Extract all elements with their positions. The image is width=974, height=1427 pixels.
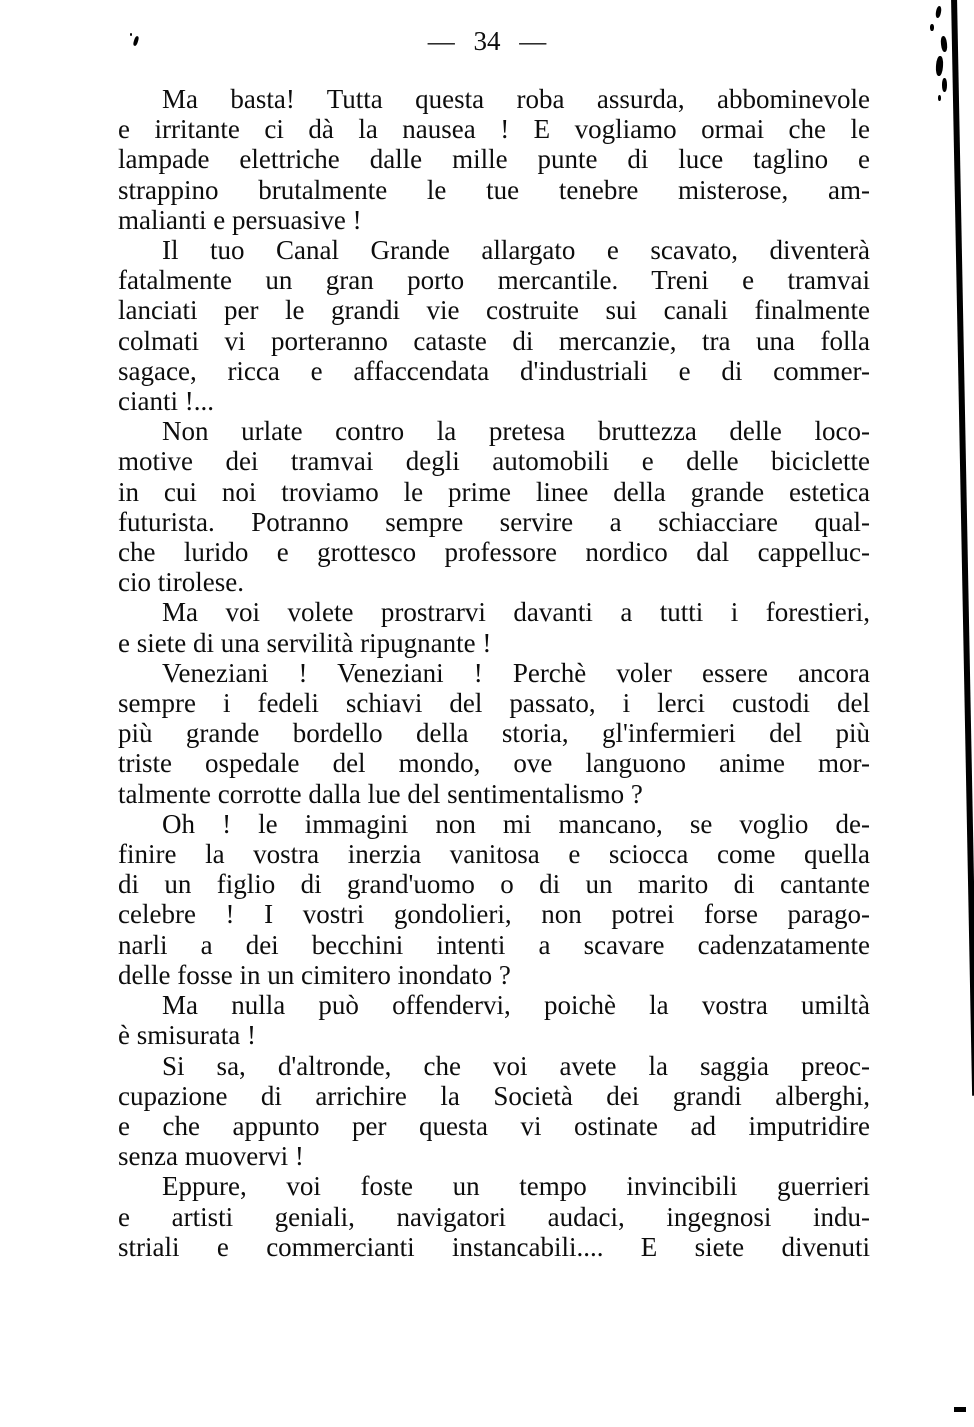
text-line: senza muovervi !: [118, 1141, 304, 1172]
text-line: futurista. Potranno sempre servire a schiacciare qual-: [118, 506, 870, 537]
text-line: strappino brutalmente le tue tenebre misterose, am-: [118, 174, 870, 205]
text-line: Veneziani ! Veneziani ! Perchè voler essere ancora: [162, 657, 870, 688]
text-line: e che appunto per questa vi ostinate ad imputridire: [118, 1110, 870, 1141]
text-line: delle fosse in un cimitero inondato ?: [118, 959, 511, 990]
text-line: talmente corrotte dalla lue del sentimentalismo ?: [118, 778, 643, 809]
scan-speck-artifact: [935, 56, 943, 76]
text-line: striali e commercianti instancabili.... E siete divenuti: [118, 1231, 870, 1262]
text-line: fatalmente un gran porto mercantile. Treni e tramvai: [118, 265, 870, 296]
page-body-text: [118, 84, 870, 1262]
scan-speck-artifact: [942, 78, 947, 92]
paragraph-5: [118, 658, 870, 809]
paragraph-6: [118, 809, 870, 990]
paragraph-8: [118, 1051, 870, 1172]
text-line: lanciati per le grandi vie costruite sui canali finalmente: [118, 295, 870, 326]
scan-mark-artifact: [954, 1407, 966, 1412]
scan-speck-artifact: [930, 24, 934, 31]
text-line: celebre ! I vostri gondolieri, non potrei forse parago-: [118, 899, 870, 930]
text-line: sempre i fedeli schiavi del passato, i lerci custodi del: [118, 688, 870, 719]
text-line: triste ospedale del mondo, ove languono anime mor-: [118, 748, 870, 779]
paragraph-3: [118, 416, 870, 597]
text-line: e artisti geniali, navigatori audaci, ingegnosi indu-: [118, 1201, 870, 1232]
text-line: più grande bordello della storia, gl'infermieri del più: [118, 718, 870, 749]
text-line: finire la vostra inerzia vanitosa e sciocca come quella: [118, 839, 870, 870]
scan-speck-artifact: [130, 33, 132, 36]
text-line: narli a dei becchini intenti a scavare cadenzatamente: [118, 929, 870, 960]
text-line: che lurido e grottesco professore nordico dal cappelluc-: [118, 537, 870, 568]
text-line: Oh ! le immagini non mi mancano, se voglio de-: [162, 808, 870, 839]
text-line: motive dei tramvai degli automobili e delle biciclette: [118, 446, 870, 477]
paragraph-9: [118, 1171, 870, 1262]
text-line: colmati vi porteranno cataste di mercanzie, tra una folla: [118, 325, 870, 356]
text-line: sagace, ricca e affaccendata d'industriali e di commer-: [118, 355, 870, 386]
paragraph-4: [118, 597, 870, 657]
text-line: cianti !...: [118, 386, 214, 417]
text-line: Non urlate contro la pretesa bruttezza delle loco-: [162, 416, 870, 447]
scan-speck-artifact: [935, 6, 942, 19]
text-line: Il tuo Canal Grande allargato e scavato, diventerà: [162, 235, 870, 266]
text-line: è smisurata !: [118, 1020, 256, 1051]
text-line: e siete di una servilità ripugnante !: [118, 627, 492, 658]
text-line: Si sa, d'altronde, che voi avete la saggia preoc-: [162, 1050, 870, 1081]
paragraph-1: [118, 84, 870, 235]
scan-speck-artifact: [938, 95, 941, 101]
text-line: Ma basta! Tutta questa roba assurda, abbominevole: [162, 84, 870, 114]
text-line: Ma nulla può offendervi, poichè la vostra umiltà: [162, 990, 870, 1021]
scan-binding-line-artifact: [951, 0, 974, 1096]
text-line: lampade elettriche dalle mille punte di luce taglino e: [118, 144, 870, 175]
text-line: in cui noi troviamo le prime linee della grande estetica: [118, 476, 870, 507]
paragraph-2: [118, 235, 870, 416]
paragraph-7: [118, 990, 870, 1050]
text-line: malianti e persuasive !: [118, 204, 362, 235]
text-line: cupazione di arrichire la Società dei grandi alberghi,: [118, 1080, 870, 1111]
text-line: Eppure, voi foste un tempo invincibili guerrieri: [162, 1171, 870, 1202]
page-number-header: — 34 —: [427, 26, 547, 56]
text-line: Ma voi volete prostrarvi davanti a tutti i forestieri,: [162, 597, 870, 628]
text-line: cio tirolese.: [118, 567, 244, 598]
text-line: di un figlio di grand'uomo o di un marito di cantante: [118, 869, 870, 900]
text-line: e irritante ci dà la nausea ! E vogliamo ormai che le: [118, 114, 870, 145]
